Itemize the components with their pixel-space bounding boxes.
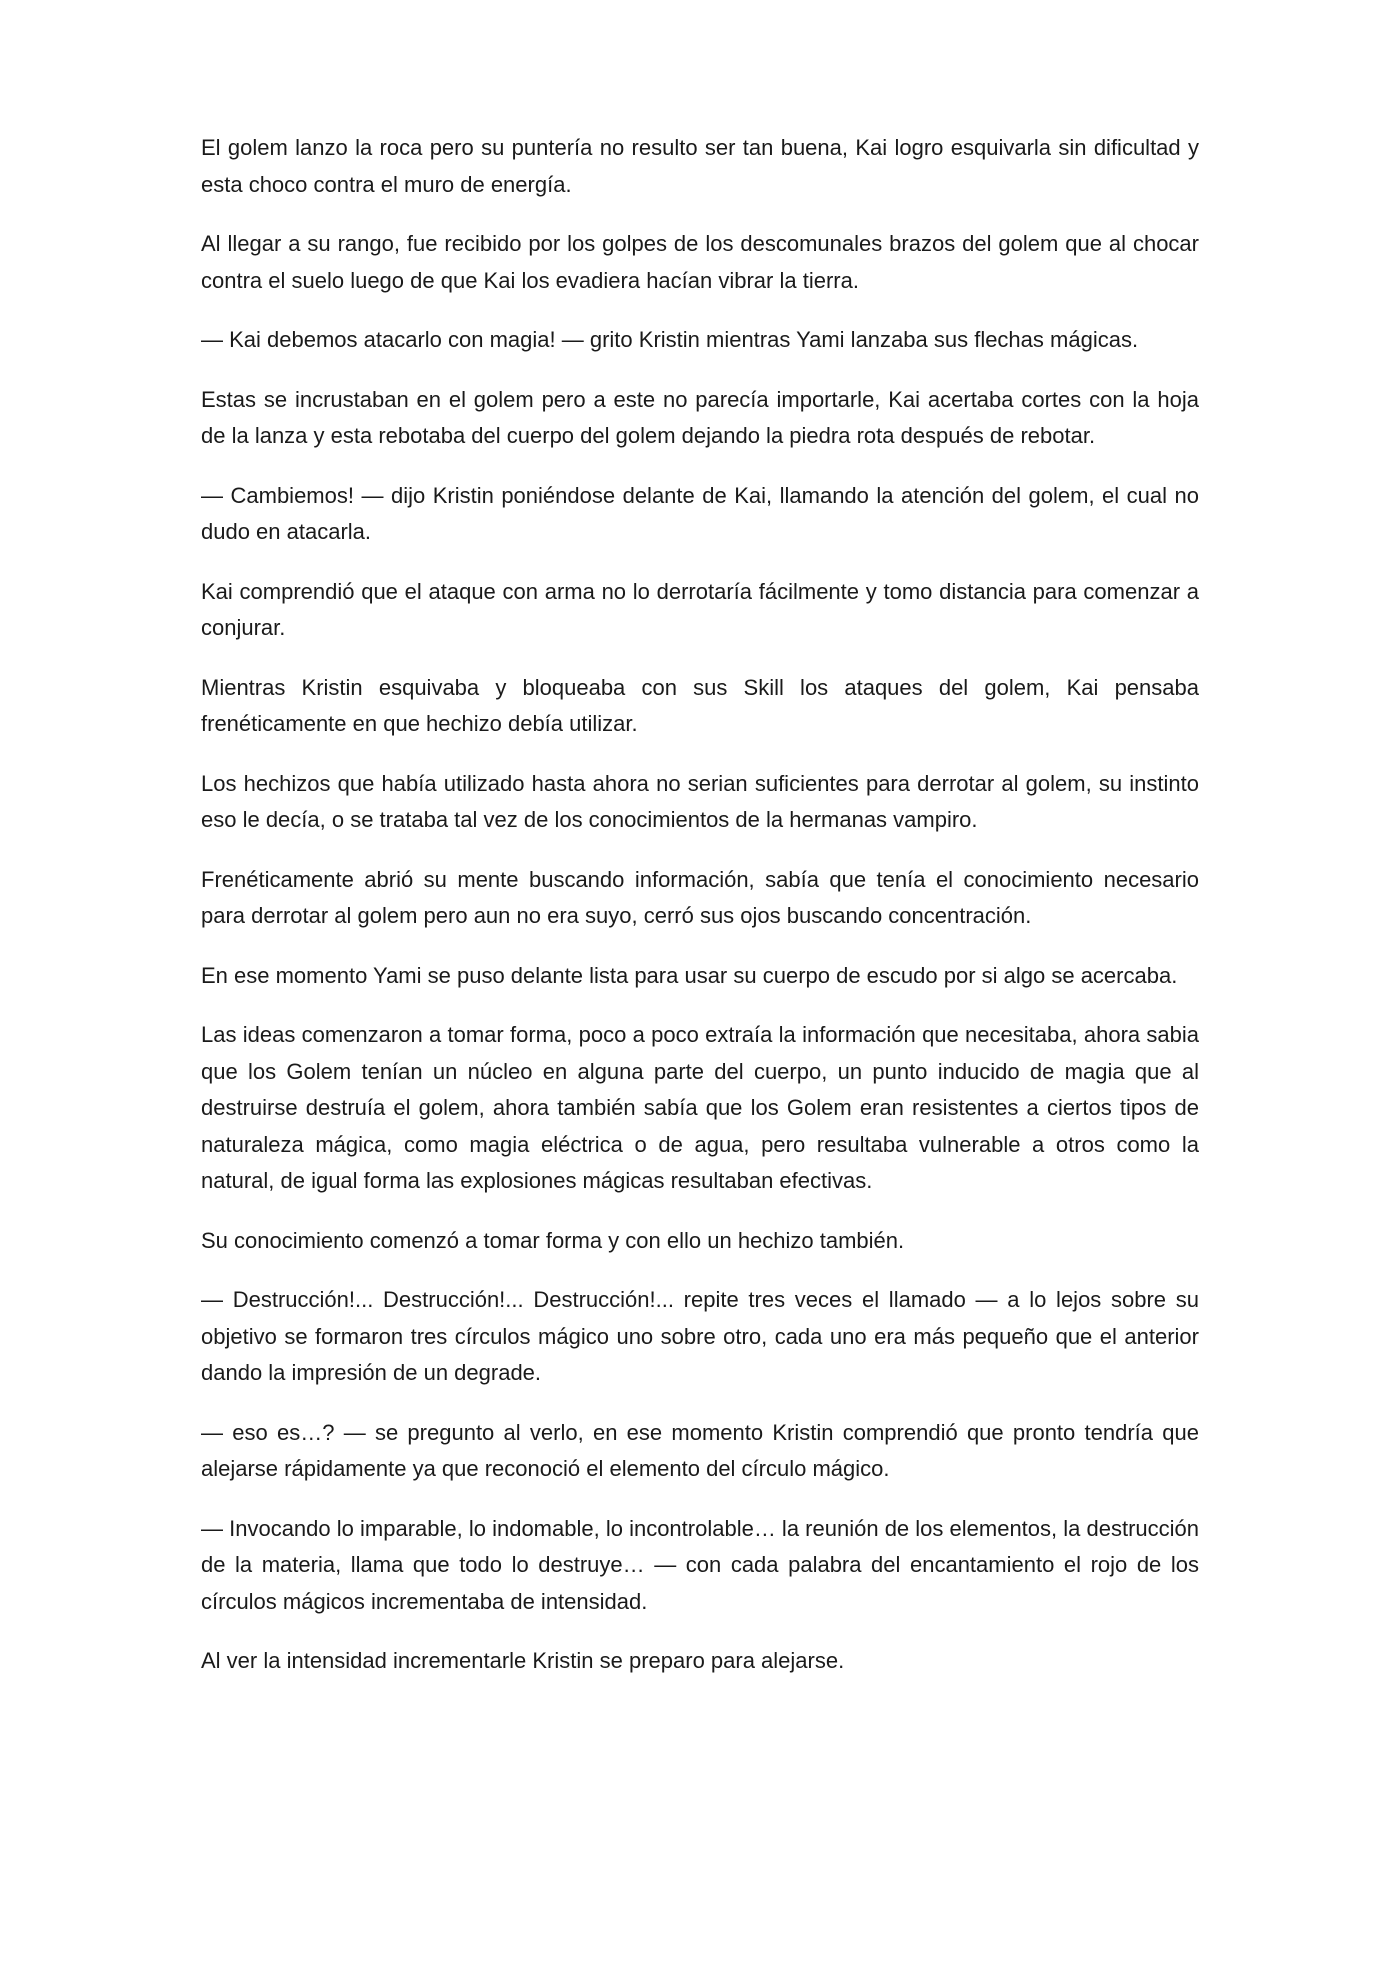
paragraph: Las ideas comenzaron a tomar forma, poco a poco extraía la información que necesitaba, ahora sabia que los Golem tenían un núcleo en alguna parte del cuerpo, un punto inducido de magia que al destruirse destruía el golem, ahora también sabía que los Golem eran resistentes a ciertos tipos de naturaleza mágica, como magia eléctrica o de agua, pero resultaba vulnerable a otros como la natural, de igual forma las explosiones mágicas resultaban efectivas. xyxy=(201,1022,1199,1193)
paragraph: Al ver la intensidad incrementarle Kristin se preparo para alejarse. xyxy=(201,1648,845,1673)
paragraph: Frenéticamente abrió su mente buscando información, sabía que tenía el conocimiento necesario para derrotar al golem pero aun no era suyo, cerró sus ojos buscando concentración. xyxy=(201,866,1199,928)
paragraph: Su conocimiento comenzó a tomar forma y con ello un hechizo también. xyxy=(201,1227,905,1253)
paragraph: Los hechizos que había utilizado hasta ahora no serian suficientes para derrotar al golem, su instinto eso le decía, o se trataba tal vez de los conocimientos de la hermanas vampiro. xyxy=(201,770,1199,832)
paragraph: — Destrucción!... Destrucción!... Destrucción!... repite tres veces el llamado — a lo lejos sobre su objetivo se formaron tres círculos mágico uno sobre otro, cada uno era más pequeño que el anterior dando la impresión de un degrade. xyxy=(201,1287,1199,1385)
paragraph: Mientras Kristin esquivaba y bloqueaba con sus Skill los ataques del golem, Kai pensaba frenéticamente en que hechizo debía utilizar. xyxy=(201,674,1199,736)
paragraph: — Invocando lo imparable, lo indomable, lo incontrolable… la reunión de los elementos, la destrucción de la materia, llama que todo lo destruye… — con cada palabra del encantamiento el rojo de los círculos mágicos incrementaba de intensidad. xyxy=(201,1515,1199,1614)
paragraph: — Cambiemos! — dijo Kristin poniéndose delante de Kai, llamando la atención del golem, el cual no dudo en atacarla. xyxy=(201,482,1199,544)
paragraph: En ese momento Yami se puso delante lista para usar su cuerpo de escudo por si algo se acercaba. xyxy=(201,962,1178,988)
paragraph: Estas se incrustaban en el golem pero a este no parecía importarle, Kai acertaba cortes con la hoja de la lanza y esta rebotaba del cuerpo del golem dejando la piedra rota después de rebotar. xyxy=(201,386,1199,448)
paragraph: Al llegar a su rango, fue recibido por los golpes de los descomunales brazos del golem que al chocar contra el suelo luego de que Kai los evadiera hacían vibrar la tierra. xyxy=(201,231,1199,293)
document-body xyxy=(201,130,1199,1703)
paragraph: — eso es…? — se pregunto al verlo, en ese momento Kristin comprendió que pronto tendría que alejarse rápidamente ya que reconoció el elemento del círculo mágico. xyxy=(201,1419,1199,1481)
paragraph: El golem lanzo la roca pero su puntería no resulto ser tan buena, Kai logro esquivarla sin dificultad y esta choco contra el muro de energía. xyxy=(201,135,1199,197)
paragraph: — Kai debemos atacarlo con magia! — grito Kristin mientras Yami lanzaba sus flechas mágicas. xyxy=(201,327,1139,352)
paragraph: Kai comprendió que el ataque con arma no lo derrotaría fácilmente y tomo distancia para comenzar a conjurar. xyxy=(201,578,1199,640)
